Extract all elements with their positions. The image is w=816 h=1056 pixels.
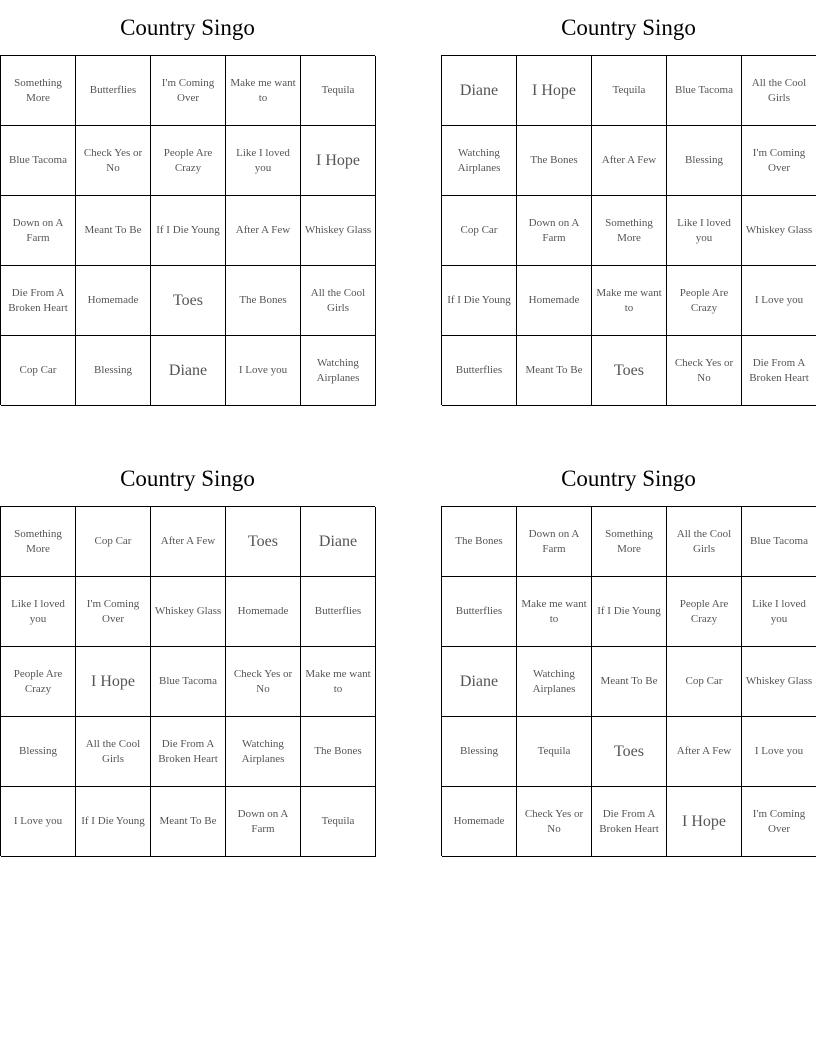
bingo-cell: Cop Car (76, 507, 151, 577)
bingo-cell: People Are Crazy (667, 577, 742, 647)
bingo-cell: All the Cool Girls (301, 266, 376, 336)
bingo-cell: Butterflies (442, 336, 517, 406)
bingo-cell: The Bones (517, 126, 592, 196)
bingo-cell: Blue Tacoma (742, 507, 816, 577)
bingo-cell: Blessing (76, 336, 151, 406)
bingo-cell: I Love you (742, 266, 816, 336)
bingo-cell: After A Few (151, 507, 226, 577)
bingo-cell: Make me want to (592, 266, 667, 336)
bingo-cell: Something More (592, 507, 667, 577)
bingo-cell: Homemade (76, 266, 151, 336)
card-title: Country Singo (561, 466, 696, 491)
bingo-cell: If I Die Young (151, 196, 226, 266)
bingo-cell: If I Die Young (442, 266, 517, 336)
bingo-cell: I'm Coming Over (76, 577, 151, 647)
bingo-cell: Tequila (592, 56, 667, 126)
bingo-cell: I Hope (517, 56, 592, 126)
bingo-cell: Tequila (301, 787, 376, 857)
bingo-cell: People Are Crazy (1, 647, 76, 717)
bingo-cell: Diane (442, 647, 517, 717)
bingo-cell: I'm Coming Over (742, 787, 816, 857)
bingo-cell: Blessing (442, 717, 517, 787)
bingo-cell: Cop Car (1, 336, 76, 406)
bingo-cell: Watching Airplanes (301, 336, 376, 406)
bingo-grid (441, 506, 816, 856)
bingo-cell: All the Cool Girls (76, 717, 151, 787)
bingo-cell: Tequila (301, 56, 376, 126)
bingo-cell: Diane (442, 56, 517, 126)
bingo-cell: Whiskey Glass (151, 577, 226, 647)
bingo-cell: Whiskey Glass (742, 196, 816, 266)
bingo-cell: Meant To Be (592, 647, 667, 717)
bingo-cell: I'm Coming Over (742, 126, 816, 196)
bingo-cell: Homemade (226, 577, 301, 647)
bingo-cell: I Hope (76, 647, 151, 717)
bingo-cell: Make me want to (517, 577, 592, 647)
bingo-cell: Check Yes or No (667, 336, 742, 406)
bingo-cell: Die From A Broken Heart (1, 266, 76, 336)
bingo-cell: Butterflies (442, 577, 517, 647)
bingo-cell: Tequila (517, 717, 592, 787)
bingo-cell: Toes (151, 266, 226, 336)
bingo-cell: Like I loved you (226, 126, 301, 196)
bingo-cell: Toes (226, 507, 301, 577)
bingo-cell: After A Few (667, 717, 742, 787)
bingo-cell: Down on A Farm (1, 196, 76, 266)
bingo-cell: Diane (301, 507, 376, 577)
bingo-cell: Toes (592, 717, 667, 787)
bingo-cell: Watching Airplanes (226, 717, 301, 787)
bingo-cell: Blue Tacoma (1, 126, 76, 196)
bingo-cell: People Are Crazy (667, 266, 742, 336)
bingo-grid (0, 55, 375, 405)
bingo-cell: Check Yes or No (226, 647, 301, 717)
bingo-card (441, 0, 816, 405)
bingo-cell: Like I loved you (1, 577, 76, 647)
bingo-cell: Die From A Broken Heart (742, 336, 816, 406)
bingo-cell: Down on A Farm (517, 507, 592, 577)
bingo-cell: I Love you (742, 717, 816, 787)
bingo-cell: Meant To Be (517, 336, 592, 406)
bingo-cell: If I Die Young (592, 577, 667, 647)
bingo-card (0, 0, 375, 405)
bingo-cell: Something More (1, 56, 76, 126)
bingo-cell: Down on A Farm (226, 787, 301, 857)
bingo-cell: Blessing (1, 717, 76, 787)
bingo-cell: Watching Airplanes (442, 126, 517, 196)
bingo-cell: Like I loved you (742, 577, 816, 647)
bingo-cell: Toes (592, 336, 667, 406)
bingo-cell: Down on A Farm (517, 196, 592, 266)
bingo-cell: Check Yes or No (76, 126, 151, 196)
card-title: Country Singo (120, 466, 255, 491)
bingo-cell: Like I loved you (667, 196, 742, 266)
bingo-cell: Cop Car (667, 647, 742, 717)
bingo-cell: Homemade (517, 266, 592, 336)
bingo-cell: Something More (592, 196, 667, 266)
card-title: Country Singo (120, 15, 255, 40)
bingo-cell: All the Cool Girls (742, 56, 816, 126)
bingo-cell: Something More (1, 507, 76, 577)
bingo-cell: Whiskey Glass (301, 196, 376, 266)
bingo-cell: I Hope (301, 126, 376, 196)
bingo-cell: People Are Crazy (151, 126, 226, 196)
bingo-card (0, 451, 375, 856)
bingo-cell: Blue Tacoma (151, 647, 226, 717)
bingo-cell: Homemade (442, 787, 517, 857)
bingo-cell: The Bones (226, 266, 301, 336)
bingo-cell: Die From A Broken Heart (151, 717, 226, 787)
bingo-card (441, 451, 816, 856)
bingo-cell: I Love you (226, 336, 301, 406)
bingo-cell: Die From A Broken Heart (592, 787, 667, 857)
bingo-cell: Make me want to (226, 56, 301, 126)
bingo-cell: If I Die Young (76, 787, 151, 857)
bingo-cell: The Bones (301, 717, 376, 787)
bingo-cell: I Love you (1, 787, 76, 857)
bingo-cell: The Bones (442, 507, 517, 577)
bingo-cell: Blue Tacoma (667, 56, 742, 126)
bingo-cell: Meant To Be (76, 196, 151, 266)
bingo-cell: Make me want to (301, 647, 376, 717)
bingo-cell: All the Cool Girls (667, 507, 742, 577)
bingo-cell: Check Yes or No (517, 787, 592, 857)
bingo-cell: Diane (151, 336, 226, 406)
card-title: Country Singo (561, 15, 696, 40)
bingo-cell: Cop Car (442, 196, 517, 266)
bingo-cell: Whiskey Glass (742, 647, 816, 717)
bingo-grid (0, 506, 375, 856)
bingo-cell: After A Few (592, 126, 667, 196)
bingo-cell: Butterflies (301, 577, 376, 647)
bingo-cell: I Hope (667, 787, 742, 857)
bingo-cell: Butterflies (76, 56, 151, 126)
bingo-cell: After A Few (226, 196, 301, 266)
bingo-cell: Watching Airplanes (517, 647, 592, 717)
bingo-cell: Blessing (667, 126, 742, 196)
bingo-grid (441, 55, 816, 405)
bingo-cell: I'm Coming Over (151, 56, 226, 126)
bingo-cell: Meant To Be (151, 787, 226, 857)
